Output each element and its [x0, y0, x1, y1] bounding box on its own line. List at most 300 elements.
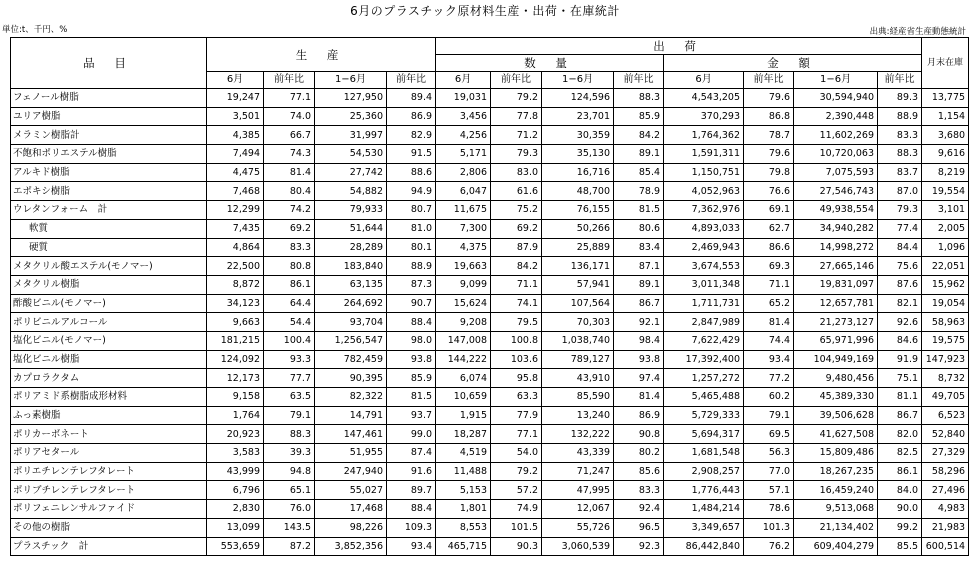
table-cell: 82.9 — [387, 126, 436, 145]
table-cell: 77.2 — [744, 369, 794, 388]
table-cell: 5,171 — [436, 145, 491, 164]
table-cell: 75.6 — [878, 257, 922, 276]
table-cell: 27,496 — [922, 481, 969, 500]
table-cell: 609,404,279 — [794, 537, 878, 556]
table-cell: 1,591,311 — [664, 145, 744, 164]
table-cell: 81.0 — [387, 219, 436, 238]
table-cell: 88.3 — [878, 145, 922, 164]
table-cell: 3,456 — [436, 107, 491, 126]
table-cell: 76.0 — [264, 500, 315, 519]
table-cell: 19,054 — [922, 294, 969, 313]
table-cell: 64.4 — [264, 294, 315, 313]
header-yoy: 前年比 — [387, 72, 436, 89]
table-cell: 80.4 — [264, 182, 315, 201]
table-cell: 62.7 — [744, 219, 794, 238]
table-cell: 15,809,486 — [794, 444, 878, 463]
table-cell: 4,983 — [922, 500, 969, 519]
table-cell: 34,940,282 — [794, 219, 878, 238]
item-name: ポリアセタール — [11, 444, 207, 463]
table-cell: 69.5 — [744, 425, 794, 444]
item-name: ポリビニルアルコール — [11, 313, 207, 332]
table-cell: 19,831,097 — [794, 275, 878, 294]
table-cell: 92.1 — [614, 313, 664, 332]
table-cell: 98.0 — [387, 331, 436, 350]
table-cell: 34,123 — [207, 294, 264, 313]
item-name: ポリフェニレンサルファイド — [11, 500, 207, 519]
table-cell: 93,704 — [315, 313, 387, 332]
table-cell: 1,764,362 — [664, 126, 744, 145]
table-cell: 82,322 — [315, 388, 387, 407]
table-cell: 782,459 — [315, 350, 387, 369]
table-cell: 247,940 — [315, 462, 387, 481]
table-cell: 51,644 — [315, 219, 387, 238]
statistics-table — [10, 37, 969, 556]
table-cell: 21,134,402 — [794, 518, 878, 537]
table-cell: 88.9 — [387, 257, 436, 276]
table-cell: 3,501 — [207, 107, 264, 126]
table-cell: 3,674,553 — [664, 257, 744, 276]
table-cell: 71.1 — [491, 275, 542, 294]
table-cell: 1,257,272 — [664, 369, 744, 388]
table-cell: 89.1 — [614, 275, 664, 294]
header-amount: 金 額 — [664, 55, 922, 72]
table-cell: 94.9 — [387, 182, 436, 201]
table-cell: 43,910 — [542, 369, 614, 388]
table-cell: 27,665,146 — [794, 257, 878, 276]
table-cell: 90.8 — [614, 425, 664, 444]
table-cell: 85.9 — [387, 369, 436, 388]
table-cell: 107,564 — [542, 294, 614, 313]
table-cell: 63.5 — [264, 388, 315, 407]
table-cell: 4,375 — [436, 238, 491, 257]
table-cell: 1,915 — [436, 406, 491, 425]
table-cell: 86.1 — [264, 275, 315, 294]
table-cell: 87.4 — [387, 444, 436, 463]
table-cell: 65.1 — [264, 481, 315, 500]
table-cell: 80.2 — [614, 444, 664, 463]
table-cell: 88.9 — [878, 107, 922, 126]
item-name: 軟質 — [11, 219, 207, 238]
table-cell: 83.3 — [614, 481, 664, 500]
item-name: ユリア樹脂 — [11, 107, 207, 126]
table-cell: 23,701 — [542, 107, 614, 126]
table-cell: 17,468 — [315, 500, 387, 519]
table-cell: 57.2 — [491, 481, 542, 500]
table-cell: 3,060,539 — [542, 537, 614, 556]
table-cell: 6,047 — [436, 182, 491, 201]
table-cell: 81.5 — [614, 201, 664, 220]
table-cell: 82.5 — [878, 444, 922, 463]
table-cell: 90.0 — [878, 500, 922, 519]
table-cell: 82.0 — [878, 425, 922, 444]
table-cell: 11,675 — [436, 201, 491, 220]
table-cell: 89.7 — [387, 481, 436, 500]
table-cell: 101.5 — [491, 518, 542, 537]
table-cell: 81.4 — [744, 313, 794, 332]
table-cell: 79.6 — [744, 145, 794, 164]
header-june: 6月 — [664, 72, 744, 89]
table-cell: 27,329 — [922, 444, 969, 463]
table-cell: 31,997 — [315, 126, 387, 145]
table-cell: 22,500 — [207, 257, 264, 276]
table-cell: 124,092 — [207, 350, 264, 369]
table-cell: 85.6 — [614, 462, 664, 481]
table-cell: 79.8 — [744, 163, 794, 182]
table-cell: 1,681,548 — [664, 444, 744, 463]
table-cell: 4,385 — [207, 126, 264, 145]
table-cell: 16,459,240 — [794, 481, 878, 500]
table-cell: 101.3 — [744, 518, 794, 537]
table-cell: 12,657,781 — [794, 294, 878, 313]
table-cell: 21,983 — [922, 518, 969, 537]
table-row — [11, 145, 969, 164]
source-note: 出典:経産省生産動態統計 — [869, 27, 966, 37]
item-name: カプロラクタム — [11, 369, 207, 388]
table-cell: 25,360 — [315, 107, 387, 126]
table-cell: 7,362,976 — [664, 201, 744, 220]
table-cell: 183,840 — [315, 257, 387, 276]
table-cell: 84.2 — [614, 126, 664, 145]
table-cell: 66.7 — [264, 126, 315, 145]
table-row — [11, 238, 969, 257]
item-name: ポリカーボネート — [11, 425, 207, 444]
table-cell: 93.8 — [614, 350, 664, 369]
table-cell: 79.1 — [744, 406, 794, 425]
header-shipment: 出 荷 — [436, 38, 922, 55]
table-cell: 50,266 — [542, 219, 614, 238]
table-cell: 19,663 — [436, 257, 491, 276]
table-cell: 1,764 — [207, 406, 264, 425]
table-cell: 91.9 — [878, 350, 922, 369]
table-cell: 79.2 — [491, 89, 542, 108]
table-cell: 41,627,508 — [794, 425, 878, 444]
table-cell: 86.6 — [744, 238, 794, 257]
table-cell: 93.8 — [387, 350, 436, 369]
table-cell: 1,801 — [436, 500, 491, 519]
table-cell: 15,962 — [922, 275, 969, 294]
table-cell: 93.7 — [387, 406, 436, 425]
table-cell: 15,624 — [436, 294, 491, 313]
table-cell: 9,158 — [207, 388, 264, 407]
table-cell: 3,680 — [922, 126, 969, 145]
table-cell: 1,256,547 — [315, 331, 387, 350]
table-cell: 2,847,989 — [664, 313, 744, 332]
table-cell: 84.0 — [878, 481, 922, 500]
table-cell: 39,506,628 — [794, 406, 878, 425]
table-row — [11, 107, 969, 126]
page-title: 6月のプラスチック原材料生産・出荷・在庫統計 — [350, 4, 620, 18]
item-name: アルキド樹脂 — [11, 163, 207, 182]
table-cell: 9,099 — [436, 275, 491, 294]
table-cell: 87.1 — [614, 257, 664, 276]
table-cell: 75.1 — [878, 369, 922, 388]
table-cell: 63.3 — [491, 388, 542, 407]
table-cell: 30,594,940 — [794, 89, 878, 108]
header-june: 6月 — [207, 72, 264, 89]
unit-note: 単位:t、千円、% — [2, 25, 68, 35]
item-name: エポキシ樹脂 — [11, 182, 207, 201]
table-cell: 13,775 — [922, 89, 969, 108]
table-row — [11, 201, 969, 220]
table-cell: 90.3 — [491, 537, 542, 556]
table-cell: 91.5 — [387, 145, 436, 164]
table-cell: 10,720,063 — [794, 145, 878, 164]
table-cell: 136,171 — [542, 257, 614, 276]
table-cell: 61.6 — [491, 182, 542, 201]
table-cell: 56.3 — [744, 444, 794, 463]
table-cell: 2,908,257 — [664, 462, 744, 481]
table-cell: 1,150,751 — [664, 163, 744, 182]
table-cell: 39.3 — [264, 444, 315, 463]
table-cell: 83.3 — [878, 126, 922, 145]
item-name: フェノール樹脂 — [11, 89, 207, 108]
table-cell: 5,153 — [436, 481, 491, 500]
item-name: 酢酸ビニル(モノマー) — [11, 294, 207, 313]
table-cell: 8,219 — [922, 163, 969, 182]
table-cell: 76.6 — [744, 182, 794, 201]
table-cell: 132,222 — [542, 425, 614, 444]
table-cell: 70,303 — [542, 313, 614, 332]
table-row — [11, 182, 969, 201]
header-quantity: 数 量 — [436, 55, 664, 72]
table-cell: 77.0 — [744, 462, 794, 481]
table-cell: 80.8 — [264, 257, 315, 276]
header-jan-jun: 1−6月 — [542, 72, 614, 89]
table-cell: 4,519 — [436, 444, 491, 463]
table-row — [11, 444, 969, 463]
table-cell: 85.9 — [614, 107, 664, 126]
table-cell: 86.1 — [878, 462, 922, 481]
table-cell: 95.8 — [491, 369, 542, 388]
table-cell: 93.4 — [744, 350, 794, 369]
table-cell: 5,465,488 — [664, 388, 744, 407]
table-cell: 27,742 — [315, 163, 387, 182]
table-cell: 79.6 — [744, 89, 794, 108]
table-cell: 88.6 — [387, 163, 436, 182]
header-jan-jun: 1−6月 — [315, 72, 387, 89]
table-cell: 54,530 — [315, 145, 387, 164]
table-cell: 87.2 — [264, 537, 315, 556]
table-row — [11, 350, 969, 369]
table-row — [11, 219, 969, 238]
table-cell: 83.0 — [491, 163, 542, 182]
table-cell: 78.7 — [744, 126, 794, 145]
header-yoy: 前年比 — [744, 72, 794, 89]
table-cell: 1,711,731 — [664, 294, 744, 313]
table-cell: 86.9 — [387, 107, 436, 126]
table-cell: 77.8 — [491, 107, 542, 126]
table-row — [11, 537, 969, 556]
table-cell: 18,267,235 — [794, 462, 878, 481]
table-cell: 93.4 — [387, 537, 436, 556]
table-cell: 85.5 — [878, 537, 922, 556]
table-body — [11, 89, 969, 556]
table-cell: 77.4 — [878, 219, 922, 238]
table-cell: 63,135 — [315, 275, 387, 294]
table-cell: 12,173 — [207, 369, 264, 388]
table-cell: 87.6 — [878, 275, 922, 294]
table-cell: 124,596 — [542, 89, 614, 108]
table-row — [11, 294, 969, 313]
table-row — [11, 331, 969, 350]
table-cell: 74.4 — [744, 331, 794, 350]
table-cell: 21,273,127 — [794, 313, 878, 332]
table-cell: 75.2 — [491, 201, 542, 220]
table-row — [11, 481, 969, 500]
table-cell: 79,933 — [315, 201, 387, 220]
table-cell: 86,442,840 — [664, 537, 744, 556]
table-cell: 6,074 — [436, 369, 491, 388]
table-cell: 22,051 — [922, 257, 969, 276]
table-cell: 98,226 — [315, 518, 387, 537]
table-row — [11, 462, 969, 481]
table-cell: 127,950 — [315, 89, 387, 108]
table-cell: 10,659 — [436, 388, 491, 407]
table-cell: 5,729,333 — [664, 406, 744, 425]
table-cell: 88.3 — [264, 425, 315, 444]
header-yoy: 前年比 — [264, 72, 315, 89]
table-row — [11, 500, 969, 519]
item-name: メタクリル樹脂 — [11, 275, 207, 294]
table-cell: 264,692 — [315, 294, 387, 313]
table-cell: 84.4 — [878, 238, 922, 257]
table-cell: 81.4 — [264, 163, 315, 182]
table-cell: 100.4 — [264, 331, 315, 350]
table-cell: 86.7 — [614, 294, 664, 313]
table-cell: 86.8 — [744, 107, 794, 126]
table-cell: 9,480,456 — [794, 369, 878, 388]
table-cell: 19,031 — [436, 89, 491, 108]
table-cell: 58,296 — [922, 462, 969, 481]
table-cell: 147,008 — [436, 331, 491, 350]
table-cell: 3,349,657 — [664, 518, 744, 537]
table-cell: 71.2 — [491, 126, 542, 145]
header-jan-jun: 1−6月 — [794, 72, 878, 89]
table-cell: 55,726 — [542, 518, 614, 537]
table-cell: 88.4 — [387, 500, 436, 519]
table-cell: 7,622,429 — [664, 331, 744, 350]
table-cell: 48,700 — [542, 182, 614, 201]
table-cell: 103.6 — [491, 350, 542, 369]
table-row — [11, 313, 969, 332]
item-name: ふっ素樹脂 — [11, 406, 207, 425]
table-cell: 19,554 — [922, 182, 969, 201]
table-cell: 71.1 — [744, 275, 794, 294]
table-row — [11, 275, 969, 294]
table-cell: 98.4 — [614, 331, 664, 350]
table-cell: 7,435 — [207, 219, 264, 238]
table-cell: 85.4 — [614, 163, 664, 182]
table-row — [11, 369, 969, 388]
table-cell: 76,155 — [542, 201, 614, 220]
table-cell: 94.8 — [264, 462, 315, 481]
table-cell: 147,923 — [922, 350, 969, 369]
table-cell: 30,359 — [542, 126, 614, 145]
item-name: ポリアミド系樹脂成形材料 — [11, 388, 207, 407]
table-cell: 78.6 — [744, 500, 794, 519]
table-cell: 85,590 — [542, 388, 614, 407]
table-cell: 2,830 — [207, 500, 264, 519]
table-cell: 47,995 — [542, 481, 614, 500]
table-cell: 76.2 — [744, 537, 794, 556]
table-cell: 600,514 — [922, 537, 969, 556]
table-cell: 1,776,443 — [664, 481, 744, 500]
table-cell: 92.4 — [614, 500, 664, 519]
table-cell: 97.4 — [614, 369, 664, 388]
table-cell: 7,075,593 — [794, 163, 878, 182]
table-cell: 100.8 — [491, 331, 542, 350]
table-cell: 60.2 — [744, 388, 794, 407]
table-cell: 79.5 — [491, 313, 542, 332]
table-cell: 79.2 — [491, 462, 542, 481]
header-item: 品 目 — [11, 38, 207, 89]
item-name: ウレタンフォーム 計 — [11, 201, 207, 220]
table-cell: 83.4 — [614, 238, 664, 257]
table-cell: 3,852,356 — [315, 537, 387, 556]
table-cell: 90.7 — [387, 294, 436, 313]
table-cell: 27,546,743 — [794, 182, 878, 201]
table-cell: 54.4 — [264, 313, 315, 332]
table-cell: 9,513,068 — [794, 500, 878, 519]
table-cell: 79.1 — [264, 406, 315, 425]
table-cell: 65.2 — [744, 294, 794, 313]
table-cell: 43,999 — [207, 462, 264, 481]
table-cell: 77.1 — [491, 425, 542, 444]
table-cell: 69.2 — [491, 219, 542, 238]
table-cell: 147,461 — [315, 425, 387, 444]
table-cell: 92.3 — [614, 537, 664, 556]
table-cell: 74.3 — [264, 145, 315, 164]
table-cell: 80.6 — [614, 219, 664, 238]
table-cell: 93.3 — [264, 350, 315, 369]
table-cell: 89.3 — [878, 89, 922, 108]
table-cell: 87.3 — [387, 275, 436, 294]
table-cell: 57,941 — [542, 275, 614, 294]
table-cell: 1,096 — [922, 238, 969, 257]
table-row — [11, 388, 969, 407]
table-row — [11, 425, 969, 444]
table-cell: 87.9 — [491, 238, 542, 257]
table-cell: 83.7 — [878, 163, 922, 182]
table-cell: 11,602,269 — [794, 126, 878, 145]
table-cell: 9,663 — [207, 313, 264, 332]
table-cell: 81.5 — [387, 388, 436, 407]
table-cell: 45,389,330 — [794, 388, 878, 407]
table-cell: 84.6 — [878, 331, 922, 350]
table-cell: 143.5 — [264, 518, 315, 537]
table-cell: 20,923 — [207, 425, 264, 444]
table-row — [11, 163, 969, 182]
table-cell: 65,971,996 — [794, 331, 878, 350]
table-cell: 55,027 — [315, 481, 387, 500]
table-cell: 77.9 — [491, 406, 542, 425]
table-cell: 19,247 — [207, 89, 264, 108]
item-name: メラミン樹脂計 — [11, 126, 207, 145]
table-cell: 1,038,740 — [542, 331, 614, 350]
table-cell: 8,553 — [436, 518, 491, 537]
table-cell: 12,067 — [542, 500, 614, 519]
table-cell: 79.3 — [491, 145, 542, 164]
table-cell: 181,215 — [207, 331, 264, 350]
item-name: 塩化ビニル(モノマー) — [11, 331, 207, 350]
table-cell: 74.2 — [264, 201, 315, 220]
table-cell: 79.3 — [878, 201, 922, 220]
table-cell: 9,616 — [922, 145, 969, 164]
table-cell: 6,523 — [922, 406, 969, 425]
item-name: プラスチック 計 — [11, 537, 207, 556]
table-cell: 88.3 — [614, 89, 664, 108]
table-cell: 90,395 — [315, 369, 387, 388]
